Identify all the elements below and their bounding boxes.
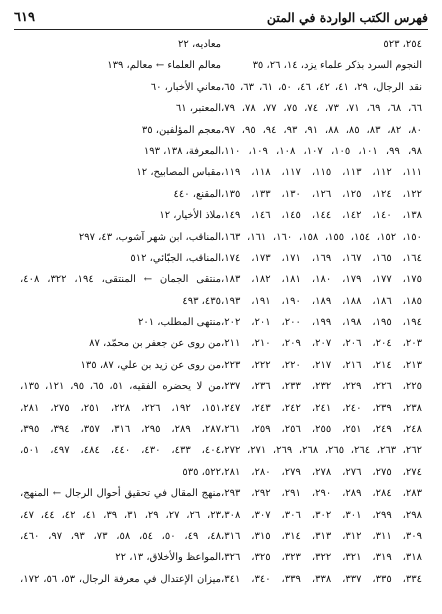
index-line: ٤٨، ٤٩، ٥٠، ٥٤، ٥٨، ٧٣، ٩٣، ٩٧، ٤٦٠، (20, 530, 221, 542)
index-line: معاني الأخبار، ٦٠ (150, 81, 221, 93)
index-line: ١٣٨، ١٤٠، ١٤٢، ١٤٤، ١٤٥، ١٤٦، ١٤٩، (221, 210, 422, 222)
index-line: منتهى المطلب، ٢٠١ (138, 317, 221, 329)
index-line: ٢٧٤، ٢٧٥، ٢٧٦، ٢٧٨، ٢٧٩، ٢٨٠، ٢٨١، (221, 466, 422, 478)
index-line: المقنع، ٤٤٠ (173, 188, 221, 200)
index-line: معالم العلماء ← معالم، ١٣٩ (107, 60, 221, 72)
index-line: ٢٣، ٢٦، ٢٧، ٢٩، ٣١، ٣٩، ٤١، ٤٢، ٤٤، ٤٧، (20, 509, 221, 521)
index-line: ٣١٨، ٣١٩، ٣٢١، ٣٢٢، ٣٢٣، ٣٢٥، ٣٢٦، (221, 552, 422, 564)
index-line: ٢٩٨، ٢٩٩، ٣٠١، ٣٠٢، ٣٠٦، ٣٠٧، ٣٠٨، (221, 509, 422, 521)
index-line: ميزان الإعتدال في معرفة الرجال، ٥٣، ٥٦، ١٧٢، (20, 573, 221, 585)
index-line: ١٢٢، ١٢٤، ١٢٥، ١٢٦، ١٣٠، ١٣٣، ١٣٥، (221, 188, 422, 200)
index-line: من لا يحضره الفقيه، ٥١، ٦٥، ٩٥، ١٢١، ١٣٥، (20, 381, 221, 393)
index-line: ٢٠٣، ٢٠٤، ٢٠٦، ٢٠٧، ٢٠٩، ٢١٠، ٢١١، (221, 338, 422, 350)
index-line: ٢٨٧، ٢٨٩، ٢٩٥، ٣١٦، ٣٥٧، ٣٩٤، ٣٩٥، (20, 424, 221, 436)
index-line: ٩٨، ٩٩، ١٠١، ١٠٥، ١٠٧، ١٠٨، ١٠٩، ١١٠، (221, 145, 422, 157)
index-line: ١٥١، ١٩٢، ٢٢٦، ٢٢٨، ٢٥١، ٢٧٥، ٢٨١، (20, 402, 221, 414)
index-line: ٣٠٩، ٣١١، ٣١٢، ٣١٣، ٣١٤، ٣١٥، ٣١٦، (221, 530, 422, 542)
index-line: معاديه، ٢٢ (178, 39, 221, 50)
index-line: ٦٦، ٦٨، ٦٩، ٧١، ٧٣، ٧٤، ٧٥، ٧٧، ٧٨، ٧٩، (221, 103, 422, 115)
index-line: ٢٥٤، ٥٢٣ (383, 39, 422, 50)
index-line: المعتبر، ٦١ (175, 103, 221, 115)
index-line: ١٦٤، ١٦٥، ١٦٧، ١٦٩، ١٧١، ١٧٣، ١٧٤، (221, 252, 422, 264)
index-line: ٤٠٤، ٤٣٣، ٤٣٠، ٤٤٠، ٤٨٤، ٤٩٧، ٥٠١، (20, 445, 221, 457)
running-title: فهرس الكتب الواردة في المتن (266, 9, 428, 25)
index-line: ٤٣٥، ٤٩٣ (182, 295, 221, 307)
index-line: ٢٦٢، ٢٦٣، ٢٦٤، ٢٦٥، ٢٦٨، ٢٦٩، ٢٧١، ٢٧٢، (221, 445, 422, 457)
right-column (14, 34, 221, 610)
index-line: ٨٠، ٨٢، ٨٣، ٨٥، ٨٨، ٩١، ٩٣، ٩٤، ٩٥، ٩٧، (221, 124, 422, 136)
index-line: ملاذ الأخيار، ١٢ (159, 210, 221, 222)
index-line: ١٧٥، ١٧٧، ١٧٩، ١٨٠، ١٨١، ١٨٢، ١٨٣، (221, 274, 422, 286)
index-columns (14, 34, 428, 610)
index-line: ١١١، ١١٢، ١١٣، ١١٥، ١١٧، ١١٨، ١١٩، (221, 167, 422, 179)
index-line: ٢٣٨، ٢٣٩، ٢٤٠، ٢٤١، ٢٤٢، ٢٤٣، ٢٤٧، (221, 402, 422, 414)
index-line: المواعظ والأخلاق، ١٣، ٢٢ (115, 552, 221, 564)
index-line: ٢٢٥، ٢٢٦، ٢٢٩، ٢٣٢، ٢٣٣، ٢٣٦، ٢٣٧، (221, 381, 422, 393)
index-line: ١٩٤، ١٩٥، ١٩٨، ١٩٩، ٢٠٠، ٢٠١، ٢٠٢، (221, 317, 422, 329)
left-column (221, 34, 428, 610)
page-number: ٦١٩ (14, 9, 35, 25)
index-line: منهج المقال في تحقيق أحوال الرجال ← المنهج، (20, 488, 221, 500)
index-line: مقباس المصابيح، ١٢ (136, 167, 221, 179)
index-line: ٥٢٢، ٥٣٥ (182, 466, 221, 478)
index-line: من روى عن زيد بن علي، ٨٧، ١٣٥ (80, 359, 221, 371)
index-line: النجوم السرد بذكر علماء يزد، ١٤، ٢٦، ٣٥ (252, 60, 422, 72)
index-line: منتقى الجمان ← المنتقى، ١٩٤، ٣٢٢، ٤٠٨، (20, 274, 221, 286)
index-line: المناقب، ابن شهر آشوب، ٤٣، ٢٩٧ (78, 231, 221, 243)
index-line: المناقب، الجبّائي، ٥١٢ (130, 252, 221, 264)
index-line: ٢٤٨، ٢٤٩، ٢٥١، ٢٥٥، ٢٥٦، ٢٥٩، ٢٦١، (221, 424, 422, 436)
index-line: ١٨٥، ١٨٦، ١٨٨، ١٨٩، ١٩٠، ١٩١، ١٩٣، (221, 295, 422, 307)
index-line: ٢١٣، ٢١٤، ٢١٦، ٢١٧، ٢٢٠، ٢٢٢، ٢٢٣، (221, 359, 422, 371)
index-line: ٣٣٤، ٣٣٥، ٣٣٧، ٣٣٨، ٣٣٩، ٣٤٠، ٣٤١، (221, 573, 422, 585)
index-line: ٢٨٣، ٢٨٤، ٢٨٩، ٢٩٠، ٢٩١، ٢٩٢، ٢٩٣، (221, 488, 422, 500)
index-line: ١٥٠، ١٥٢، ١٥٤، ١٥٥، ١٥٨، ١٦٠، ١٦١، ١٦٣، (221, 231, 422, 243)
header-rule (14, 29, 428, 30)
index-line: من روى عن جعفر بن محمّد، ٨٧ (89, 338, 221, 350)
page-header (14, 6, 428, 28)
index-line: نقد الرجال، ٢٩، ٤١، ٤٢، ٤٦، ٥٠، ٦١، ٦٣، ٦٥، (221, 81, 422, 93)
index-line: المعرفة، ١٣٨، ١٩٣ (143, 145, 221, 157)
index-line: معجم المؤلفين، ٣٥ (141, 124, 221, 136)
